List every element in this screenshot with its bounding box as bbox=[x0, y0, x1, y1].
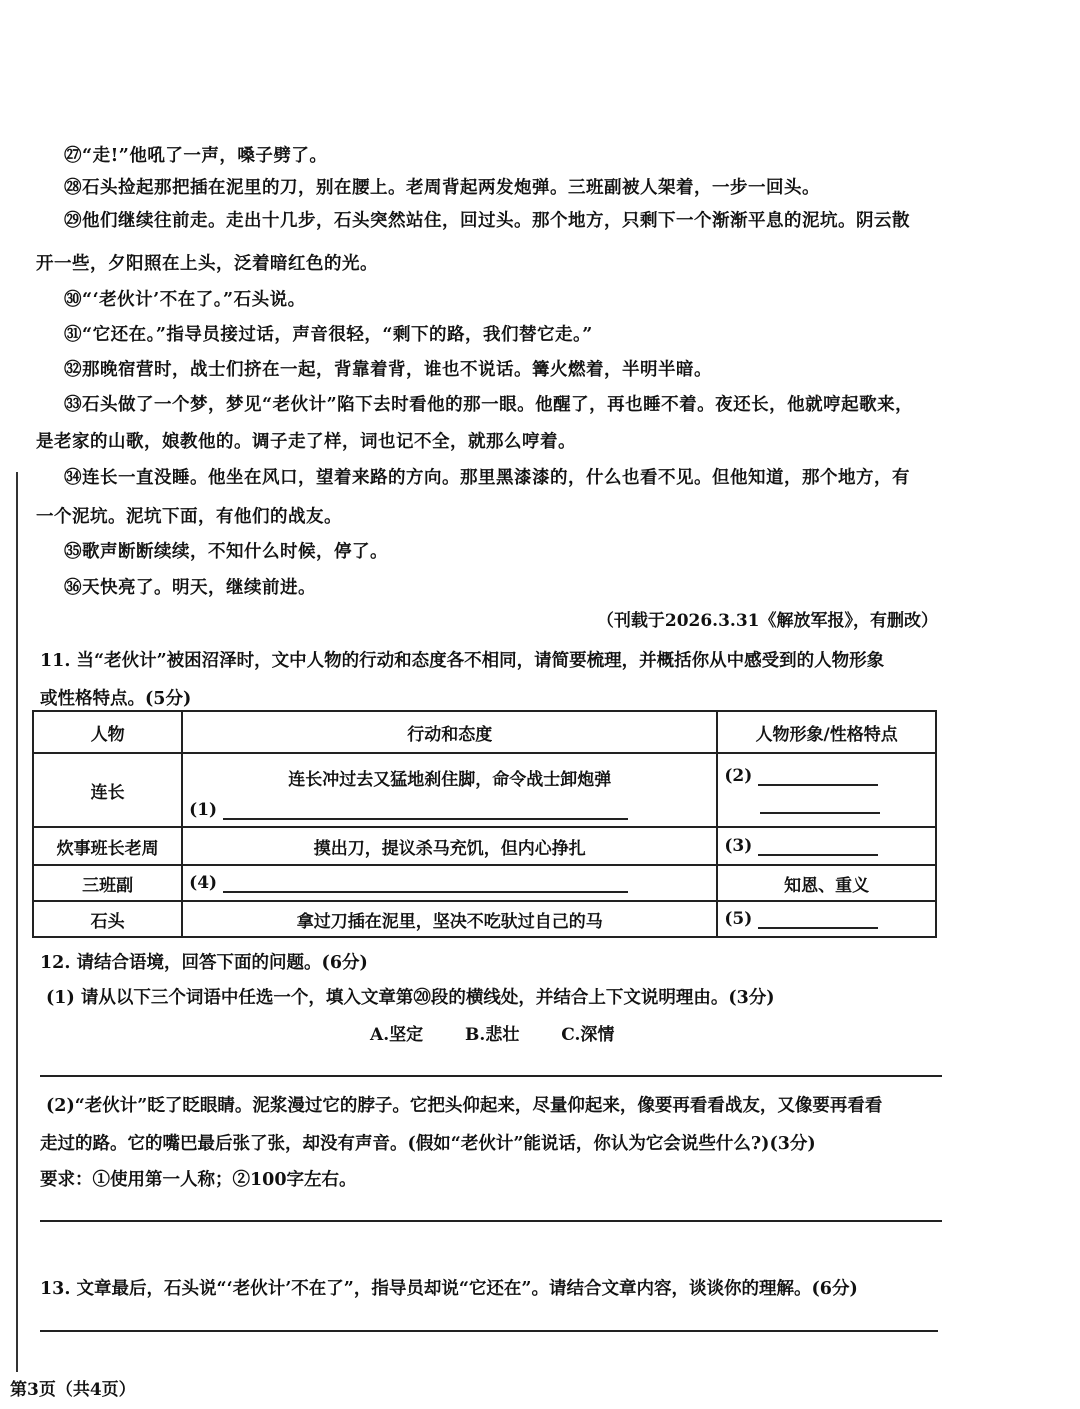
blank-label: (5) bbox=[724, 909, 753, 929]
table-row bbox=[33, 901, 936, 937]
blank-label: (3) bbox=[724, 836, 753, 856]
action-text: 连长冲过去又猛地刹住脚，命令战士卸炮弹 bbox=[288, 769, 612, 790]
action-cell: 摸出刀，提议杀马充饥，但内心挣扎 bbox=[182, 827, 717, 865]
q12-title: 12. 请结合语境，回答下面的问题。(6分) bbox=[40, 953, 368, 973]
answer-blank-2[interactable] bbox=[758, 766, 878, 786]
paragraph-32: ㉜那晚宿营时，战士们挤在一起，背靠着背，谁也不说话。篝火燃着，半明半暗。 bbox=[64, 360, 712, 380]
trait-cell bbox=[717, 827, 936, 865]
source-citation: （刊载于2026.3.31《解放军报》，有删改） bbox=[596, 611, 938, 631]
table-row bbox=[33, 865, 936, 901]
person-cell: 连长 bbox=[33, 753, 182, 827]
q12-requirement: 要求：①使用第一人称；②100字左右。 bbox=[40, 1170, 357, 1190]
margin-line bbox=[16, 472, 18, 1372]
q11-table bbox=[32, 710, 937, 938]
table-row bbox=[33, 753, 936, 827]
paragraph-30: ㉚“‘老伙计’不在了。”石头说。 bbox=[64, 290, 306, 310]
answer-blank-4[interactable] bbox=[223, 873, 628, 893]
blank-label: (4) bbox=[189, 873, 218, 893]
blank-label: (2) bbox=[724, 766, 753, 786]
q11-prompt-line2: 或性格特点。(5分) bbox=[40, 689, 192, 709]
paragraph-35: ㉟歌声断断续续，不知什么时候，停了。 bbox=[64, 542, 388, 562]
paragraph-34: ㉞连长一直没睡。他坐在风口，望着来路的方向。那里黑漆漆的，什么也看不见。但他知道，那个地方，有 bbox=[64, 468, 910, 488]
q12-sub2-line1: (2)“老伙计”眨了眨眼睛。泥浆漫过它的脖子。它把头仰起来，尽量仰起来，像要再看看战友，又像要再看看 bbox=[46, 1096, 883, 1116]
action-cell: 拿过刀插在泥里，坚决不吃驮过自己的马 bbox=[182, 901, 717, 937]
answer-blank-3[interactable] bbox=[758, 836, 878, 856]
trait-cell bbox=[717, 901, 936, 937]
header-trait: 人物形象/性格特点 bbox=[717, 711, 936, 753]
q13-answer-line[interactable] bbox=[40, 1330, 938, 1332]
q13-title: 13. 文章最后，石头说“‘老伙计’不在了”，指导员却说“它还在”。请结合文章内容，谈谈你的理解。(6分) bbox=[40, 1279, 858, 1299]
q12-sub2-line2: 走过的路。它的嘴巴最后张了张，却没有声音。(假如“老伙计”能说话，你认为它会说些什么?)(3分) bbox=[40, 1134, 816, 1154]
option-c[interactable]: C.深情 bbox=[561, 1025, 615, 1045]
q11-prompt-line1: 11. 当“老伙计”被困沼泽时，文中人物的行动和态度各不相同，请简要梳理，并概括你从中感受到的人物形象 bbox=[40, 651, 885, 671]
action-cell bbox=[182, 865, 717, 901]
page-footer: 第3页（共4页） bbox=[10, 1380, 136, 1400]
paragraph-28: ㉘石头捡起那把插在泥里的刀，别在腰上。老周背起两发炮弹。三班副被人架着，一步一回头。 bbox=[64, 178, 820, 198]
table-header-row bbox=[33, 711, 936, 753]
paragraph-36: ㊱天快亮了。明天，继续前进。 bbox=[64, 578, 316, 598]
answer-blank-1[interactable] bbox=[223, 800, 628, 820]
header-action: 行动和态度 bbox=[182, 711, 717, 753]
table-row bbox=[33, 827, 936, 865]
paragraph-33-cont: 是老家的山歌，娘教他的。调子走了样，词也记不全，就那么哼着。 bbox=[36, 432, 576, 452]
paragraph-27: ㉗“走!”他吼了一声，嗓子劈了。 bbox=[64, 146, 328, 166]
paragraph-29: ㉙他们继续往前走。走出十几步，石头突然站住，回过头。那个地方，只剩下一个渐渐平息的泥坑。阴云散 bbox=[64, 211, 910, 231]
answer-blank-5[interactable] bbox=[758, 909, 878, 929]
trait-cell: 知恩、重义 bbox=[717, 865, 936, 901]
q12-2-answer-line[interactable] bbox=[40, 1220, 942, 1222]
person-cell: 炊事班长老周 bbox=[33, 827, 182, 865]
header-person: 人物 bbox=[33, 711, 182, 753]
trait-cell bbox=[717, 753, 936, 827]
option-b[interactable]: B.悲壮 bbox=[465, 1025, 520, 1045]
q12-1-answer-line[interactable] bbox=[40, 1075, 942, 1077]
q12-sub1: (1) 请从以下三个词语中任选一个，填入文章第⑳段的横线处，并结合上下文说明理由。(3分) bbox=[46, 988, 775, 1008]
person-cell: 三班副 bbox=[33, 865, 182, 901]
paragraph-31: ㉛“它还在。”指导员接过话，声音很轻，“剩下的路，我们替它走。” bbox=[64, 325, 593, 345]
blank-label: (1) bbox=[189, 799, 218, 820]
q12-options bbox=[370, 1020, 650, 1045]
action-cell bbox=[182, 753, 717, 827]
paragraph-34-cont: 一个泥坑。泥坑下面，有他们的战友。 bbox=[36, 507, 342, 527]
option-a[interactable]: A.坚定 bbox=[370, 1025, 424, 1045]
paragraph-33: ㉝石头做了一个梦，梦见“老伙计”陷下去时看他的那一眼。他醒了，再也睡不着。夜还长，他就哼起歌来， bbox=[64, 395, 914, 415]
answer-blank-2-extra[interactable] bbox=[760, 794, 880, 814]
person-cell: 石头 bbox=[33, 901, 182, 937]
paragraph-29-cont: 开一些，夕阳照在上头，泛着暗红色的光。 bbox=[36, 254, 378, 274]
